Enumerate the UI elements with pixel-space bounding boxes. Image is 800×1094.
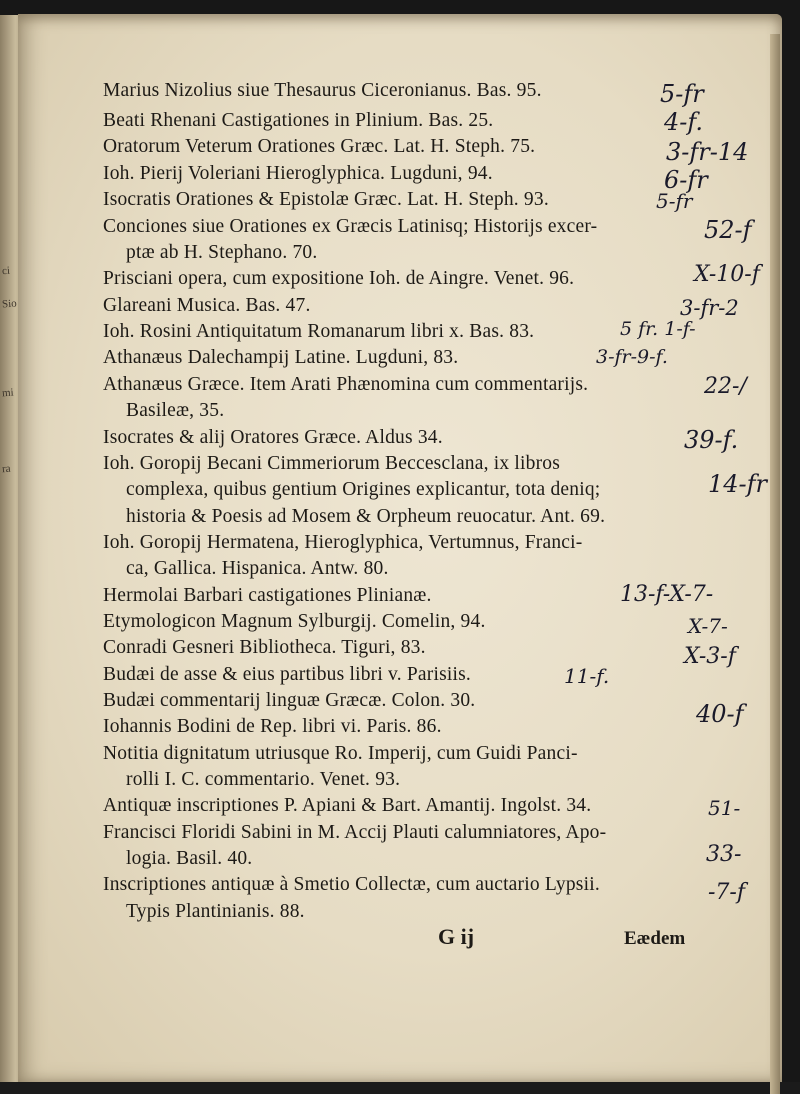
- handwritten-price: 11-f.: [564, 664, 610, 688]
- catalog-entry: Prisciani opera, cum expositione Ioh. de Aingre. Venet. 96.: [103, 268, 575, 289]
- handwritten-price: 33-: [706, 842, 742, 867]
- catalog-entry: logia. Basil. 40.: [126, 848, 253, 869]
- catalog-entry: Glareani Musica. Bas. 47.: [103, 295, 311, 316]
- handwritten-price: 13-f-X-7-: [620, 582, 714, 607]
- handwritten-price: 3-fr-2: [680, 296, 739, 320]
- handwritten-price: 51-: [708, 796, 741, 820]
- handwritten-price: 22-/: [704, 374, 747, 399]
- catalog-entry: Basileæ, 35.: [126, 400, 225, 421]
- handwritten-price: X-3-f: [684, 644, 736, 669]
- handwritten-price: 39-f.: [684, 426, 739, 454]
- handwritten-price: 52-f: [704, 216, 752, 244]
- handwritten-price: 3-fr-14: [666, 138, 749, 166]
- handwritten-price: X-10-f: [694, 262, 760, 287]
- handwritten-price: 14-fr: [708, 470, 768, 498]
- handwritten-price: 5-fr: [656, 189, 693, 213]
- handwritten-price: 40-f: [696, 700, 744, 728]
- catalog-entry: Inscriptiones antiquæ à Smetio Collectæ, cum auctario Lypsii.: [103, 874, 600, 895]
- catalog-entry: Antiquæ inscriptiones P. Apiani & Bart. Amantij. Ingolst. 34.: [103, 795, 592, 816]
- catalog-entry: rolli I. C. commentario. Venet. 93.: [126, 769, 401, 790]
- signature-mark: G ij: [438, 924, 475, 949]
- handwritten-price: 3-fr-9-f.: [596, 346, 668, 368]
- catalog-entry: Marius Nizolius siue Thesaurus Ciceronianus. Bas. 95.: [103, 80, 542, 101]
- left-margin-mark: ra: [1, 462, 11, 476]
- left-margin-mark: Sio: [1, 297, 18, 311]
- catalog-entry: ca, Gallica. Hispanica. Antw. 80.: [126, 558, 389, 579]
- catchword: Eædem: [624, 928, 686, 949]
- catalog-entry: Typis Plantinianis. 88.: [126, 901, 305, 922]
- handwritten-price: X-7-: [688, 614, 728, 638]
- catalog-entry: Athanæus Græce. Item Arati Phænomina cum commentarijs.: [103, 374, 589, 395]
- catalog-entry: Ioh. Pierij Voleriani Hieroglyphica. Lugduni, 94.: [103, 163, 493, 184]
- handwritten-price: 5-fr: [660, 80, 704, 108]
- catalog-entry: Hermolai Barbari castigationes Plinianæ.: [103, 585, 432, 606]
- handwritten-price: 6-fr: [664, 166, 708, 194]
- handwritten-price: 5 fr. 1-f-: [620, 318, 696, 340]
- catalog-entry: Notitia dignitatum utriusque Ro. Imperij, cum Guidi Panci-: [103, 743, 578, 764]
- catalog-entry: ptæ ab H. Stephano. 70.: [126, 242, 318, 263]
- catalog-entry: Conciones siue Orationes ex Græcis Latinisq; Historijs excer-: [103, 216, 598, 237]
- catalog-entry: Iohannis Bodini de Rep. libri vi. Paris. 86.: [103, 716, 442, 737]
- catalog-entry: complexa, quibus gentium Origines explicantur, tota deniq;: [126, 479, 601, 500]
- catalog-entry: Athanæus Dalechampij Latine. Lugduni, 83.: [103, 347, 459, 368]
- catalog-entry: Francisci Floridi Sabini in M. Accij Plauti calumniatores, Apo-: [103, 822, 607, 843]
- catalog-entry: Ioh. Goropij Becani Cimmeriorum Beccesclana, ix libros: [103, 453, 561, 474]
- catalog-entry: Beati Rhenani Castigationes in Plinium. Bas. 25.: [103, 110, 494, 131]
- left-margin-mark: mi: [1, 386, 15, 400]
- page-fore-edge: [770, 34, 780, 1094]
- catalog-entry: historia & Poesis ad Mosem & Orpheum reuocatur. Ant. 69.: [126, 506, 606, 527]
- catalog-entry: Budæi de asse & eius partibus libri v. Parisiis.: [103, 664, 471, 685]
- handwritten-price: 4-f.: [664, 108, 704, 136]
- catalog-entry: Ioh. Goropij Hermatena, Hieroglyphica, Vertumnus, Franci-: [103, 532, 583, 553]
- catalog-entry: Isocratis Orationes & Epistolæ Græc. Lat. H. Steph. 93.: [103, 189, 549, 210]
- catalog-entry: Oratorum Veterum Orationes Græc. Lat. H. Steph. 75.: [103, 136, 536, 157]
- catalog-entry: Ioh. Rosini Antiquitatum Romanarum libri x. Bas. 83.: [103, 321, 535, 342]
- catalog-entry: Budæi commentarij linguæ Græcæ. Colon. 30.: [103, 690, 476, 711]
- catalog-entry: Isocrates & alij Oratores Græce. Aldus 34.: [103, 427, 443, 448]
- catalog-entry: Etymologicon Magnum Sylburgij. Comelin, 94.: [103, 611, 486, 632]
- left-margin-mark: ci: [1, 264, 11, 278]
- catalog-entry: Conradi Gesneri Bibliotheca. Tiguri, 83.: [103, 637, 426, 658]
- handwritten-price: -7-f: [708, 880, 746, 905]
